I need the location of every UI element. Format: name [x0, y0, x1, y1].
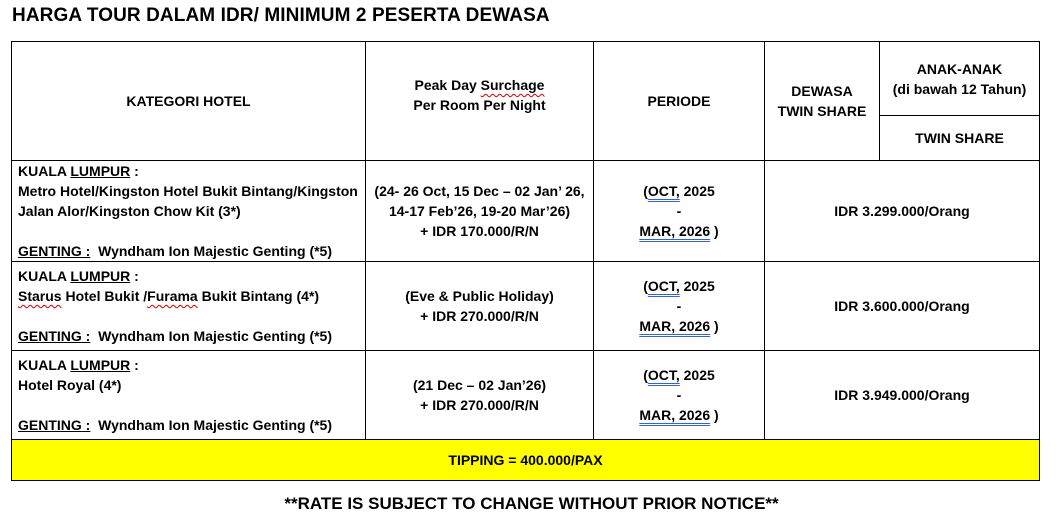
header-surcharge-word: Surchage: [480, 77, 545, 93]
surcharge-cell: [366, 161, 594, 262]
genting-line: [18, 241, 359, 261]
header-surcharge-line2: Per Room Per Night: [413, 97, 546, 113]
genting-line: [18, 415, 359, 435]
periode-end-date: MAR, 2026: [639, 407, 711, 423]
periode-start: [600, 181, 758, 201]
header-anak-sub-label: TWIN SHARE: [915, 130, 1004, 146]
surcharge-cell: [366, 262, 594, 351]
periode-start: [600, 276, 758, 296]
price-table: [11, 41, 1040, 481]
periode-cell: [594, 262, 765, 351]
hotel-cell: [12, 161, 366, 262]
surcharge-line3: + IDR 170.000/R/N: [420, 223, 539, 239]
kl-hotels-line1: [18, 286, 359, 306]
tipping-text: TIPPING = 400.000/PAX: [448, 452, 603, 468]
kl-colon: :: [130, 163, 139, 179]
periode-cell: [594, 351, 765, 440]
surcharge-line2: + IDR 270.000/R/N: [420, 308, 539, 324]
hotel-cell: [12, 351, 366, 440]
page-title: HARGA TOUR DALAM IDR/ MINIMUM 2 PESERTA DEWASA: [12, 5, 550, 26]
periode-open: (: [643, 367, 648, 383]
genting-colon: :: [81, 328, 91, 344]
header-surcharge-line1: Peak Day Surchage: [414, 77, 545, 93]
periode-start-year: 2025: [679, 278, 715, 294]
genting-hotel: Wyndham Ion Majestic Genting (*5): [98, 328, 333, 344]
kl-hotel-d: Bukit Bintang (4*): [197, 288, 320, 304]
kl-hotels-line1: Hotel Royal (4*): [18, 377, 122, 393]
periode-end: [600, 405, 758, 425]
footnote: **RATE IS SUBJECT TO CHANGE WITHOUT PRIOR NOTICE**: [284, 494, 779, 513]
header-periode-label: PERIODE: [647, 93, 711, 109]
kl-line: [18, 266, 359, 286]
periode-start-month: OCT,: [647, 278, 680, 294]
kl-hotels-line2: Jalan Alor/Kingston Chow Kit (3*): [18, 203, 241, 219]
surcharge-line1: (Eve & Public Holiday): [405, 288, 554, 304]
genting-colon: :: [81, 417, 91, 433]
kl-hotels-line1: Metro Hotel/Kingston Hotel Bukit Bintang/Kingston: [18, 183, 358, 199]
header-hotel-label: KATEGORI HOTEL: [126, 93, 251, 109]
price-value: IDR 3.600.000/Orang: [834, 298, 970, 314]
tipping-cell: [12, 440, 1040, 481]
header-periode: [594, 42, 765, 161]
periode-end: [600, 316, 758, 336]
periode-start-month: OCT,: [647, 367, 680, 383]
genting-label: GENTING: [18, 417, 82, 433]
price-cell: [765, 262, 1040, 351]
kl-label: KUALA: [18, 357, 67, 373]
header-anak: [880, 42, 1040, 116]
genting-hotel: Wyndham Ion Majestic Genting (*5): [98, 417, 333, 433]
table-row: [12, 351, 1040, 440]
kl-colon: :: [130, 357, 139, 373]
price-cell: [765, 351, 1040, 440]
kl-label: KUALA: [18, 163, 67, 179]
genting-label: GENTING: [18, 243, 82, 259]
periode-start-year: 2025: [679, 183, 715, 199]
table-row: [12, 262, 1040, 351]
table-row: [12, 161, 1040, 262]
table-header-row: [12, 42, 1040, 116]
periode-dash: -: [676, 387, 682, 403]
surcharge-line2: + IDR 270.000/R/N: [420, 397, 539, 413]
price-value: IDR 3.299.000/Orang: [834, 203, 970, 219]
periode-dash: -: [676, 298, 682, 314]
periode-close: ): [710, 407, 719, 423]
kl-hotel-b: Hotel Bukit /: [61, 288, 148, 304]
kl-label-underlined: LUMPUR: [70, 163, 131, 179]
periode-dash: -: [676, 203, 682, 219]
header-dewasa-line1: DEWASA: [791, 83, 853, 99]
kl-line: [18, 355, 359, 375]
genting-label: GENTING: [18, 328, 82, 344]
periode-open: (: [643, 278, 648, 294]
header-dewasa: [765, 42, 880, 161]
genting-line: [18, 326, 359, 346]
periode-open: (: [643, 183, 648, 199]
price-value: IDR 3.949.000/Orang: [834, 387, 970, 403]
kl-hotel-c: Furama: [147, 288, 198, 304]
header-anak-line1: ANAK-ANAK: [916, 60, 1003, 77]
periode-start: [600, 365, 758, 385]
surcharge-cell: [366, 351, 594, 440]
hotel-cell: [12, 262, 366, 351]
surcharge-line2: 14-17 Feb’26, 19-20 Mar’26): [388, 203, 571, 219]
periode-cell: [594, 161, 765, 262]
header-anak-line2: (di bawah 12 Tahun): [892, 80, 1027, 97]
header-surcharge: [366, 42, 594, 161]
kl-hotel-a: Starus: [18, 288, 62, 304]
periode-end-date: MAR, 2026: [639, 223, 711, 239]
periode-close: ): [710, 318, 719, 334]
surcharge-line1: (24- 26 Oct, 15 Dec – 02 Jan’ 26,: [374, 183, 585, 199]
periode-end-date: MAR, 2026: [639, 318, 711, 334]
kl-colon: :: [130, 268, 139, 284]
periode-start-year: 2025: [679, 367, 715, 383]
tipping-row: [12, 440, 1040, 481]
genting-hotel: Wyndham Ion Majestic Genting (*5): [98, 243, 333, 259]
header-anak-twin-share: [880, 116, 1040, 161]
price-cell: [765, 161, 1040, 262]
surcharge-line1: (21 Dec – 02 Jan’26): [412, 377, 547, 393]
genting-colon: :: [81, 243, 91, 259]
kl-label-underlined: LUMPUR: [70, 357, 131, 373]
header-hotel-category: [12, 42, 366, 161]
periode-start-month: OCT,: [647, 183, 680, 199]
kl-label: KUALA: [18, 268, 67, 284]
kl-line: [18, 161, 359, 181]
periode-end: [600, 221, 758, 241]
header-dewasa-line2: TWIN SHARE: [777, 103, 867, 119]
periode-close: ): [710, 223, 719, 239]
kl-label-underlined: LUMPUR: [70, 268, 131, 284]
